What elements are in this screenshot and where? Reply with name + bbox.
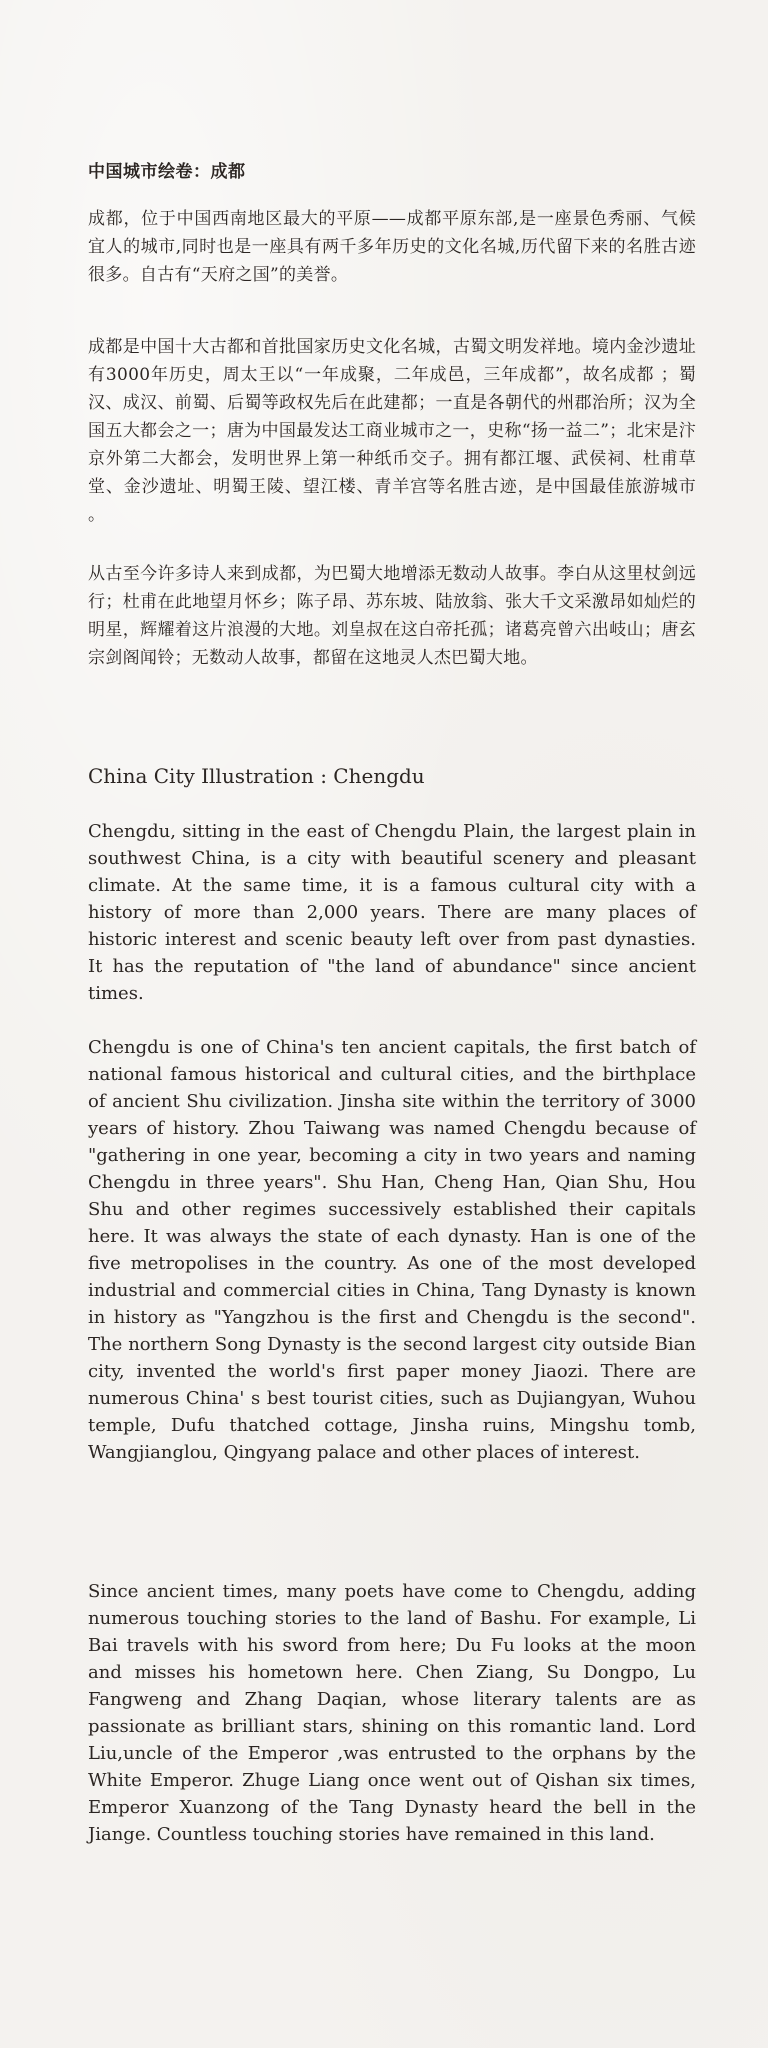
chinese-paragraph-2: 成都是中国十大古都和首批国家历史文化名城，古蜀文明发祥地。境内金沙遗址有3000年历史，周太王以“一年成聚，二年成邑，三年成都”，故名成都 ；蜀汉、成汉、前蜀、后蜀等政权先后在此建都；一直是各朝代的州郡治所；汉为全国五大都会之一；唐为中国最发达工商业城市之一，史称“扬一益二”；北宋是汴京外第二大都会，发明世界上第一种纸币交子。拥有都江堰、武侯祠、杜甫草堂、金沙遗址、明蜀王陵、望江楼、青羊宫等名胜古迹，是中国最佳旅游城市 。 bbox=[88, 337, 696, 525]
chinese-paragraph-3: 从古至今许多诗人来到成都，为巴蜀大地增添无数动人故事。李白从这里杖剑远行；杜甫在此地望月怀乡；陈子昂、苏东坡、陆放翁、张大千文采激昂如灿烂的明星，辉耀着这片浪漫的大地。刘皇叔在这白帝托孤；诸葛亮曾六出岐山；唐玄宗剑阁闻铃；无数动人故事，都留在这地灵人杰巴蜀大地。 bbox=[88, 564, 696, 668]
english-paragraph-1: Chengdu, sitting in the east of Chengdu Plain, the largest plain in southwest China, is a city with beautiful scenery and pleasant climate. At the same time, it is a famous cultural city with a history of more than 2,000 years. There are many places of historic interest and scenic beauty left over from past dynasties. It has the reputation of "the land of abundance" since ancient times. bbox=[88, 821, 696, 1004]
chinese-title: 中国城市绘卷：成都 bbox=[88, 162, 246, 182]
english-paragraph-2: Chengdu is one of China's ten ancient capitals, the first batch of national famous historical and cultural cities, and the birthplace of ancient Shu civilization. Jinsha site within the territory of 3000 years of history. Zhou Taiwang was named Chengdu because of "gathering in one year, becoming a city in two years and naming Chengdu in three years". Shu Han, Cheng Han, Qian Shu, Hou Shu and other regimes successively established their capitals here. It was always the state of each dynasty. Han is one of the five metropolises in the country. As one of the most developed industrial and commercial cities in China, Tang Dynasty is known in history as "Yangzhou is the first and Chengdu is the second". The northern Song Dynasty is the second largest city outside Bian city, invented the world's first paper money Jiaozi. There are numerous China' s best tourist cities, such as Dujiangyan, Wuhou temple, Dufu thatched cottage, Jinsha ruins, Mingshu tomb, Wangjianglou, Qingyang palace and other places of interest. bbox=[88, 1037, 696, 1463]
english-title: China City Illustration : Chengdu bbox=[88, 764, 425, 788]
chinese-paragraph-1: 成都，位于中国西南地区最大的平原——成都平原东部,是一座景色秀丽、气候宜人的城市,同时也是一座具有两千多年历史的文化名城,历代留下来的名胜古迹很多。自古有“天府之国”的美誉。 bbox=[88, 209, 696, 285]
english-paragraph-3: Since ancient times, many poets have come to Chengdu, adding numerous touching stories to the land of Bashu. For example, Li Bai travels with his sword from here; Du Fu looks at the moon and misses his hometown here. Chen Ziang, Su Dongpo, Lu Fangweng and Zhang Daqian, whose literary talents are as passionate as brilliant stars, shining on this romantic land. Lord Liu,uncle of the Emperor ,was entrusted to the orphans by the White Emperor. Zhuge Liang once went out of Qishan six times, Emperor Xuanzong of the Tang Dynasty heard the bell in the Jiange. Countless touching stories have remained in this land. bbox=[88, 1581, 696, 1845]
